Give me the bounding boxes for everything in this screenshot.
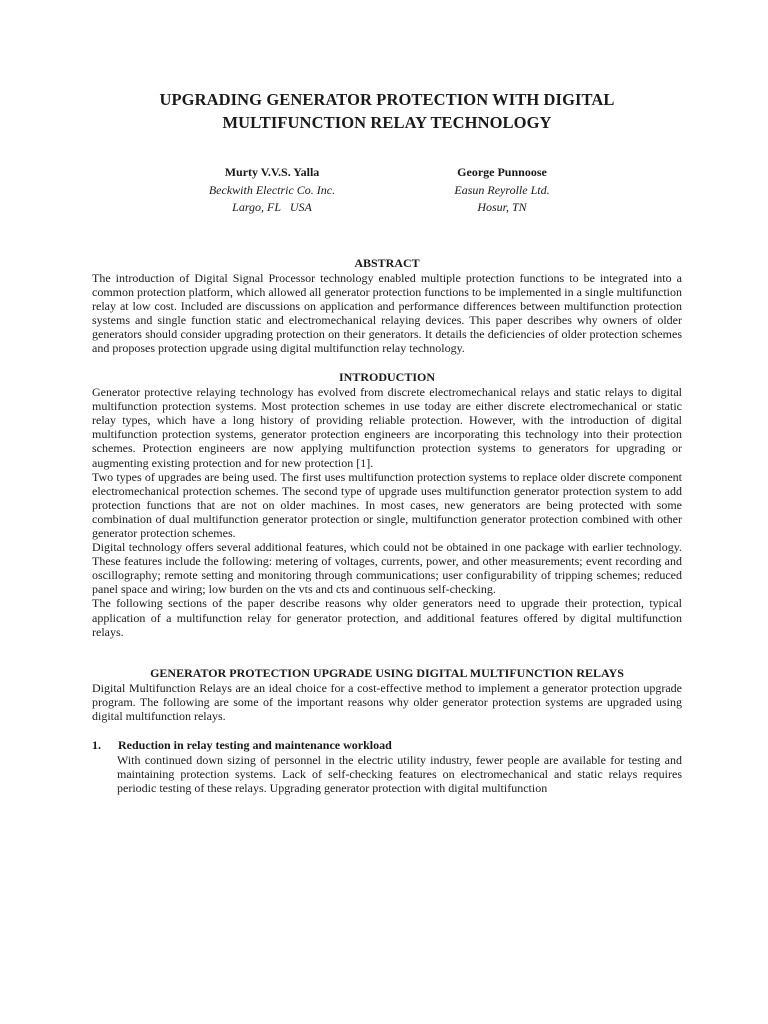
author-affiliation: Easun Reyrolle Ltd. [454,182,550,197]
numbered-item-1-text: With continued down sizing of personnel in the electric utility industry, fewer people are available for testing and maintaining protection systems. Lack of self-checking features on electromechanical and static relays requires periodic testing of these relays. Upgrading generator protection with digital multifunction [117,753,682,796]
numbered-heading-1 [92,737,682,753]
author-name: Murty V.V.S. Yalla [224,165,320,179]
paper-title-line-2: MULTIFUNCTION RELAY TECHNOLOGY [222,113,552,132]
abstract-text: The introduction of Digital Signal Processor technology enabled multiple protection functions to be integrated into a common protection platform, which allowed all generator protection functions to be implemented in a single multifunction relay at low cost. Included are discussions on application and performance differences between multifunction protection systems and single function static and electromechanical relaying devices. This paper describes why owners of older generators should consider upgrading protection on their generators. It details the deficiencies of older protection schemes and proposes protection upgrade using digital multifunction relay technology. [92,270,682,355]
paper-title-line-1: UPGRADING GENERATOR PROTECTION WITH DIGITAL [159,90,615,109]
numbered-heading-number: 1. [92,738,101,753]
upgrade-section-heading: GENERATOR PROTECTION UPGRADE USING DIGITAL MULTIFUNCTION RELAYS [150,665,624,680]
introduction-paragraph-4: The following sections of the paper describe reasons why older generators need to upgrade their protection, typical application of a multifunction relay for generator protection, and additional features offered by digital multifunction relays. [92,596,682,639]
author-2 [407,164,597,217]
author-affiliation: Beckwith Electric Co. Inc. [208,182,336,197]
introduction-heading: INTRODUCTION [338,370,435,385]
author-location: Hosur, TN [477,200,527,214]
upgrade-section-paragraph: Digital Multifunction Relays are an ideal choice for a cost-effective method to implement a generator protection upgrade program. The following are some of the important reasons why older generator protection systems are upgraded using digital multifunction relays. [92,680,682,723]
abstract-heading: ABSTRACT [354,255,420,270]
introduction-paragraph-1: Generator protective relaying technology has evolved from discrete electromechanical relays and static relays to digital multifunction protection systems. Most protection schemes in use today are either discrete electromechanical or static relay types, which have a long history of providing reliable protection. However, with the introduction of digital multifunction protection systems, generator protection engineers are incorporating this technology into their protection schemes. Protection engineers are now applying multifunction protection systems to generators for upgrading or augmenting existing protection and for new protection [1]. [92,385,682,470]
author-name: George Punnoose [457,165,547,179]
author-block [92,164,682,217]
author-location: Largo, FL USA [232,200,312,214]
paper-title [92,0,682,134]
numbered-heading-title: Reduction in relay testing and maintenance workload [118,738,392,753]
introduction-paragraph-2: Two types of upgrades are being used. The first uses multifunction protection systems to replace older discrete component electromechanical protection schemes. The second type of upgrade uses multifunction generator protection system to add protection functions that are not on older machines. In most cases, new generators are being protected with some combination of dual multifunction generator protection or single, multifunction generator protection combined with other generator protection schemes. [92,469,682,540]
introduction-paragraph-3: Digital technology offers several additional features, which could not be obtained in one package with earlier technology. These features include the following: metering of voltages, currents, power, and other measurements; event recording and oscillography; remote setting and monitoring through communications; user configurability of tripping schemes; reduced panel space and wiring; low burden on the vts and cts and continuous self-checking. [92,540,682,597]
author-1 [177,164,367,217]
